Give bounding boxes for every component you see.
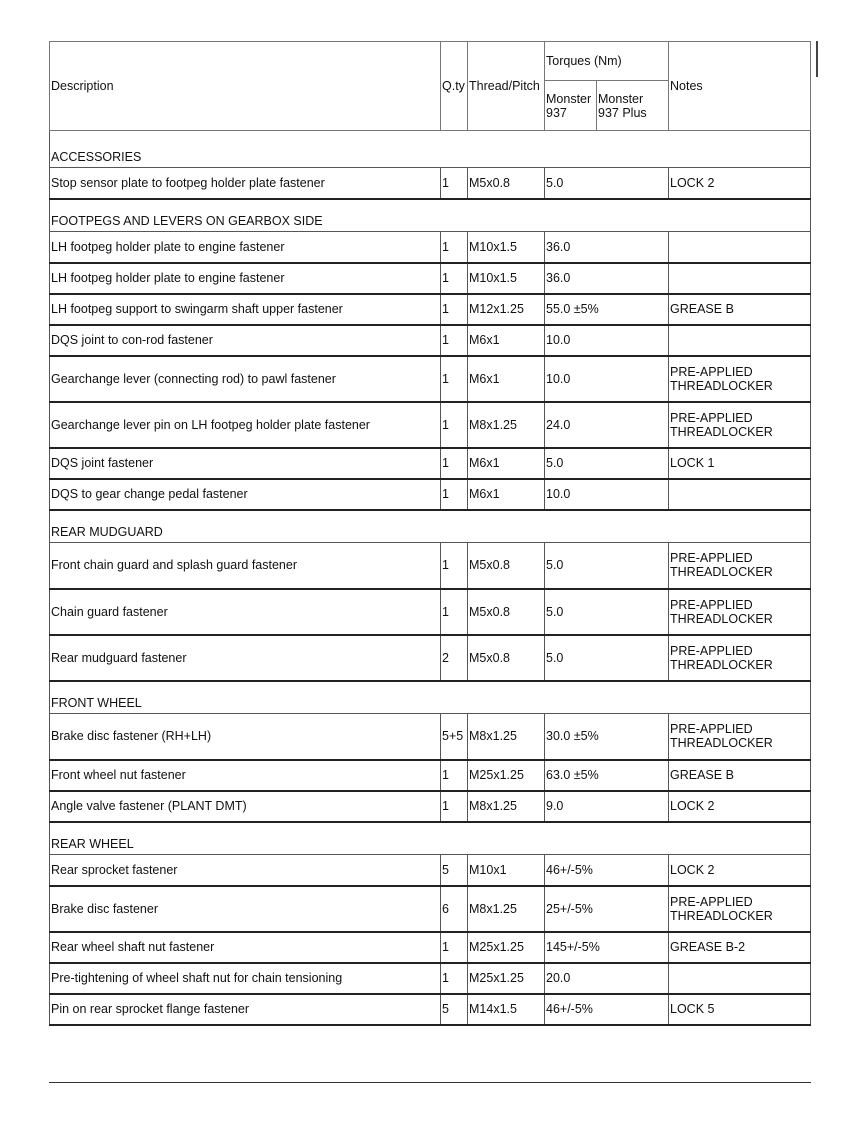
cell-qty: 1: [441, 479, 468, 510]
cell-thread: M10x1.5: [468, 263, 545, 294]
table-row: [50, 886, 811, 932]
cell-description: DQS joint to con-rod fastener: [50, 325, 441, 356]
table-row: [50, 402, 811, 448]
table-row: [50, 760, 811, 791]
header-notes: Notes: [669, 42, 811, 131]
section-row: [50, 681, 811, 714]
cell-description: Chain guard fastener: [50, 589, 441, 635]
table-header: [50, 42, 811, 131]
cell-description: DQS joint fastener: [50, 448, 441, 479]
cell-notes: LOCK 2: [669, 168, 811, 199]
cell-thread: M5x0.8: [468, 635, 545, 681]
cell-qty: 1: [441, 589, 468, 635]
cell-description: Rear wheel shaft nut fastener: [50, 932, 441, 963]
cell-thread: M25x1.25: [468, 760, 545, 791]
cell-thread: M6x1: [468, 479, 545, 510]
cell-notes: PRE-APPLIED THREADLOCKER: [669, 543, 811, 589]
cell-notes: PRE-APPLIED THREADLOCKER: [669, 356, 811, 402]
cell-torque: 55.0 ±5%: [545, 294, 669, 325]
table-row: [50, 855, 811, 886]
cell-qty: 1: [441, 325, 468, 356]
cell-description: Stop sensor plate to footpeg holder plate fastener: [50, 168, 441, 199]
cell-qty: 1: [441, 356, 468, 402]
cell-torque: 24.0: [545, 402, 669, 448]
cell-description: Angle valve fastener (PLANT DMT): [50, 791, 441, 822]
cell-thread: M6x1: [468, 356, 545, 402]
cell-torque: 145+/-5%: [545, 932, 669, 963]
cell-torque: 36.0: [545, 232, 669, 263]
cell-notes: [669, 479, 811, 510]
cell-description: LH footpeg support to swingarm shaft upper fastener: [50, 294, 441, 325]
cell-description: Pre-tightening of wheel shaft nut for chain tensioning: [50, 963, 441, 994]
table-row: [50, 448, 811, 479]
header-description: Description: [50, 42, 441, 131]
cell-torque: 46+/-5%: [545, 855, 669, 886]
table-row: [50, 263, 811, 294]
cell-thread: M8x1.25: [468, 791, 545, 822]
cell-torque: 5.0: [545, 589, 669, 635]
cell-description: Front chain guard and splash guard fastener: [50, 543, 441, 589]
section-title: ACCESSORIES: [50, 131, 811, 168]
cell-qty: 5: [441, 855, 468, 886]
header-qty: Q.ty: [441, 42, 468, 131]
cell-notes: GREASE B: [669, 760, 811, 791]
cell-thread: M8x1.25: [468, 886, 545, 932]
cell-qty: 1: [441, 791, 468, 822]
cell-qty: 1: [441, 294, 468, 325]
cell-qty: 1: [441, 402, 468, 448]
footer-rule: [49, 1082, 811, 1083]
section-title: FOOTPEGS AND LEVERS ON GEARBOX SIDE: [50, 199, 811, 232]
cell-notes: LOCK 5: [669, 994, 811, 1025]
cell-notes: PRE-APPLIED THREADLOCKER: [669, 886, 811, 932]
cell-description: DQS to gear change pedal fastener: [50, 479, 441, 510]
cell-thread: M5x0.8: [468, 168, 545, 199]
cell-description: Gearchange lever (connecting rod) to pawl fastener: [50, 356, 441, 402]
section-title: REAR MUDGUARD: [50, 510, 811, 543]
torque-table: [49, 41, 811, 1026]
cell-torque: 5.0: [545, 635, 669, 681]
cell-description: Brake disc fastener (RH+LH): [50, 714, 441, 760]
cell-thread: M10x1: [468, 855, 545, 886]
table-row: [50, 994, 811, 1025]
section-row: [50, 199, 811, 232]
table-row: [50, 294, 811, 325]
cell-thread: M10x1.5: [468, 232, 545, 263]
table-row: [50, 325, 811, 356]
section-row: [50, 510, 811, 543]
cell-description: Brake disc fastener: [50, 886, 441, 932]
cell-notes: LOCK 1: [669, 448, 811, 479]
cell-thread: M12x1.25: [468, 294, 545, 325]
cell-thread: M5x0.8: [468, 543, 545, 589]
cell-torque: 5.0: [545, 448, 669, 479]
cell-qty: 1: [441, 232, 468, 263]
table-row: [50, 791, 811, 822]
cell-description: Pin on rear sprocket flange fastener: [50, 994, 441, 1025]
cell-notes: PRE-APPLIED THREADLOCKER: [669, 714, 811, 760]
cell-notes: PRE-APPLIED THREADLOCKER: [669, 635, 811, 681]
cell-description: Rear mudguard fastener: [50, 635, 441, 681]
cell-notes: [669, 963, 811, 994]
cell-qty: 1: [441, 760, 468, 791]
cell-qty: 1: [441, 168, 468, 199]
table-row: [50, 356, 811, 402]
cell-thread: M5x0.8: [468, 589, 545, 635]
table-row: [50, 932, 811, 963]
section-title: REAR WHEEL: [50, 822, 811, 855]
cell-notes: LOCK 2: [669, 791, 811, 822]
cell-description: Gearchange lever pin on LH footpeg holder plate fastener: [50, 402, 441, 448]
cell-description: LH footpeg holder plate to engine fastener: [50, 263, 441, 294]
table-row: [50, 543, 811, 589]
table-row: [50, 589, 811, 635]
cell-torque: 25+/-5%: [545, 886, 669, 932]
cell-notes: [669, 263, 811, 294]
cell-torque: 5.0: [545, 543, 669, 589]
corner-mark: [816, 41, 818, 77]
cell-torque: 20.0: [545, 963, 669, 994]
table-body: [50, 131, 811, 1025]
cell-notes: [669, 232, 811, 263]
header-thread: Thread/Pitch: [468, 42, 545, 131]
cell-thread: M8x1.25: [468, 402, 545, 448]
cell-torque: 63.0 ±5%: [545, 760, 669, 791]
header-monster-937-plus: Monster 937 Plus: [597, 81, 669, 131]
cell-qty: 6: [441, 886, 468, 932]
cell-torque: 5.0: [545, 168, 669, 199]
header-monster-937: Monster 937: [545, 81, 597, 131]
cell-notes: PRE-APPLIED THREADLOCKER: [669, 402, 811, 448]
cell-notes: [669, 325, 811, 356]
cell-qty: 1: [441, 448, 468, 479]
section-title: FRONT WHEEL: [50, 681, 811, 714]
cell-thread: M25x1.25: [468, 963, 545, 994]
cell-torque: 10.0: [545, 356, 669, 402]
section-row: [50, 131, 811, 168]
cell-thread: M25x1.25: [468, 932, 545, 963]
header-torques: Torques (Nm): [545, 42, 669, 81]
cell-notes: PRE-APPLIED THREADLOCKER: [669, 589, 811, 635]
table-row: [50, 479, 811, 510]
cell-qty: 2: [441, 635, 468, 681]
cell-description: Rear sprocket fastener: [50, 855, 441, 886]
cell-thread: M8x1.25: [468, 714, 545, 760]
cell-thread: M6x1: [468, 448, 545, 479]
cell-qty: 1: [441, 963, 468, 994]
cell-torque: 10.0: [545, 325, 669, 356]
cell-qty: 1: [441, 263, 468, 294]
table-row: [50, 635, 811, 681]
cell-thread: M14x1.5: [468, 994, 545, 1025]
cell-qty: 5+5: [441, 714, 468, 760]
section-row: [50, 822, 811, 855]
table-row: [50, 714, 811, 760]
cell-torque: 9.0: [545, 791, 669, 822]
cell-qty: 5: [441, 994, 468, 1025]
cell-description: LH footpeg holder plate to engine fastener: [50, 232, 441, 263]
table-row: [50, 168, 811, 199]
cell-torque: 10.0: [545, 479, 669, 510]
table-row: [50, 963, 811, 994]
cell-qty: 1: [441, 543, 468, 589]
cell-notes: GREASE B-2: [669, 932, 811, 963]
cell-notes: LOCK 2: [669, 855, 811, 886]
cell-torque: 36.0: [545, 263, 669, 294]
cell-torque: 30.0 ±5%: [545, 714, 669, 760]
table-row: [50, 232, 811, 263]
cell-notes: GREASE B: [669, 294, 811, 325]
cell-thread: M6x1: [468, 325, 545, 356]
cell-torque: 46+/-5%: [545, 994, 669, 1025]
cell-description: Front wheel nut fastener: [50, 760, 441, 791]
cell-qty: 1: [441, 932, 468, 963]
